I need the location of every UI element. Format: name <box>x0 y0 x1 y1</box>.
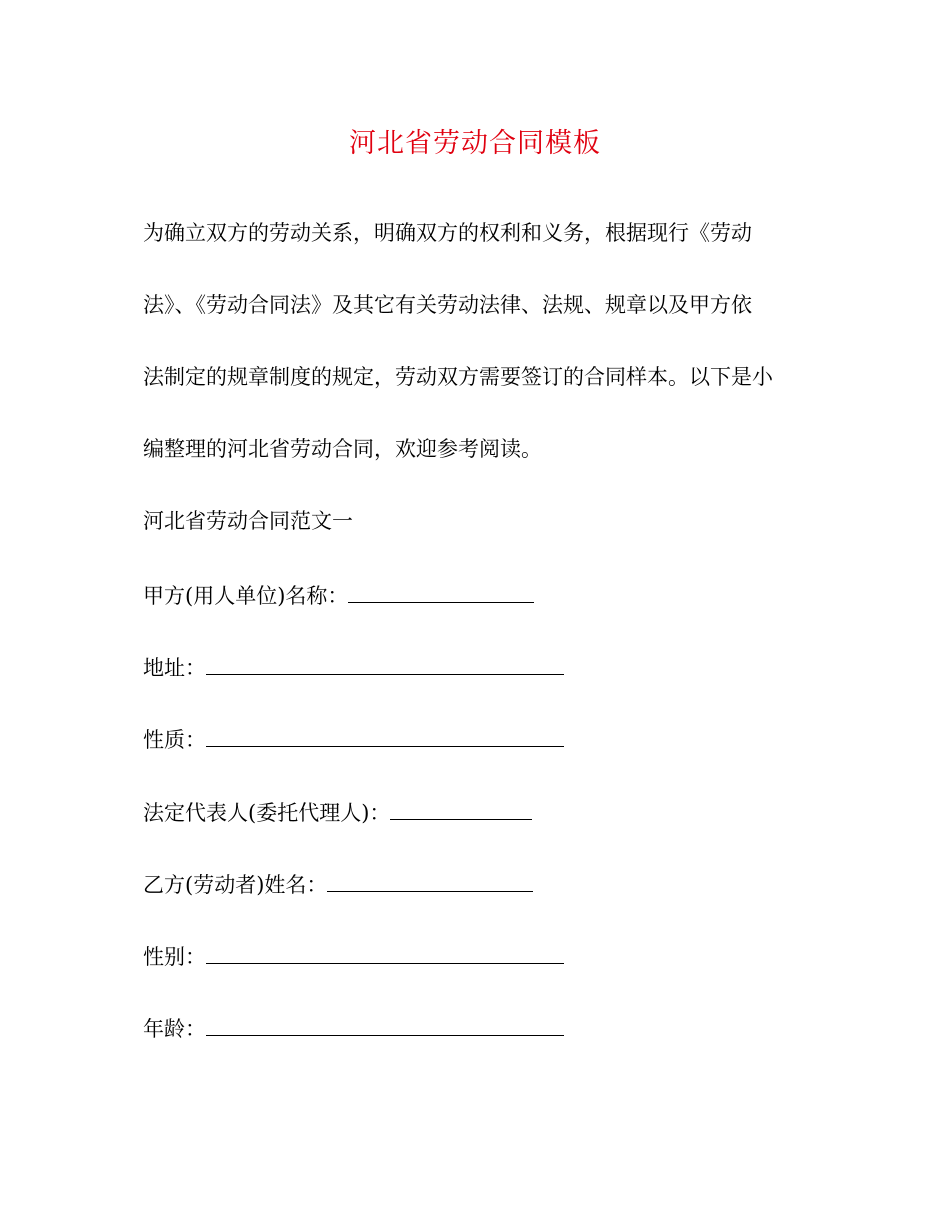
field-nature <box>143 724 564 755</box>
field-label: 甲方(用人单位)名称： <box>143 584 349 608</box>
field-label: 地址： <box>143 656 206 680</box>
intro-line-4: 编整理的河北省劳动合同，欢迎参考阅读。 <box>143 437 542 461</box>
fill-in-blank[interactable] <box>206 1013 564 1036</box>
field-label: 性别： <box>143 945 206 969</box>
document-title: 河北省劳动合同模板 <box>349 128 601 159</box>
field-label: 乙方(劳动者)姓名： <box>143 873 328 897</box>
fill-in-blank[interactable] <box>348 580 534 603</box>
field-label: 性质： <box>143 728 206 752</box>
intro-line-1: 为确立双方的劳动关系，明确双方的权利和义务，根据现行《劳动 <box>143 221 752 245</box>
field-address <box>143 652 564 683</box>
fill-in-blank[interactable] <box>327 869 533 892</box>
section-heading: 河北省劳动合同范文一 <box>143 509 353 533</box>
field-gender <box>143 941 564 972</box>
field-legal-representative <box>143 797 532 828</box>
intro-line-2: 法》、《劳动合同法》及其它有关劳动法律、法规、规章以及甲方依 <box>143 293 752 317</box>
fill-in-blank[interactable] <box>206 941 564 964</box>
field-age <box>143 1013 564 1044</box>
field-label: 法定代表人(委托代理人)： <box>143 801 391 825</box>
field-label: 年龄： <box>143 1017 206 1041</box>
fill-in-blank[interactable] <box>206 652 564 675</box>
field-employee-name <box>143 869 533 900</box>
field-employer-name <box>143 580 534 611</box>
intro-line-3: 法制定的规章制度的规定，劳动双方需要签订的合同样本。以下是小 <box>143 365 773 389</box>
fill-in-blank[interactable] <box>206 724 564 747</box>
fill-in-blank[interactable] <box>390 797 532 820</box>
